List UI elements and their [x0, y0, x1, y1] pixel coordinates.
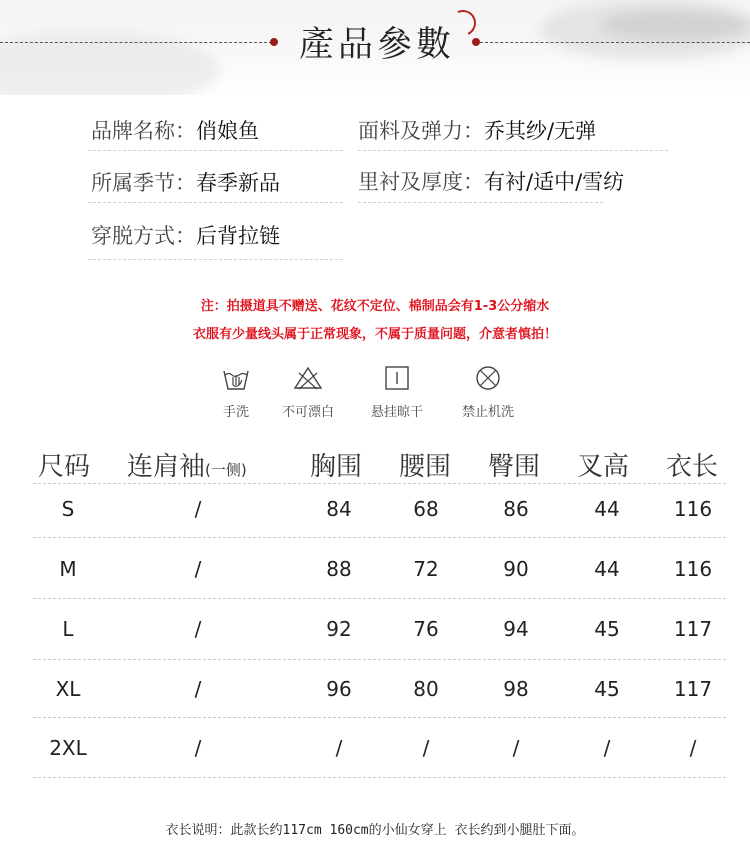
param-divider [358, 202, 603, 203]
param-lining [358, 168, 624, 196]
length-note: 衣长说明：此款长约117cm 160cm的小仙女穿上 衣长约到小腿肚下面。 [165, 823, 585, 838]
cell-hip: 86 [503, 497, 529, 521]
cell-hip: / [512, 736, 520, 760]
cell-slit-height: / [603, 736, 611, 760]
cell-size: L [62, 617, 74, 641]
header-divider-right [480, 42, 750, 44]
no-machine-wash-icon [473, 365, 503, 391]
cell-waist: 80 [413, 677, 439, 701]
param-closure [91, 222, 280, 250]
ink-tree-decoration [600, 10, 750, 40]
cell-size: XL [55, 677, 81, 701]
col-header-size: 尺码 [38, 452, 91, 482]
table-divider [33, 483, 726, 484]
table-divider [33, 717, 726, 718]
param-divider [88, 259, 343, 260]
cell-waist: 72 [413, 557, 439, 581]
cell-sleeve: / [194, 617, 202, 641]
cell-length: / [689, 736, 697, 760]
param-value: 后背拉链 [196, 224, 280, 248]
cell-length: 117 [673, 617, 713, 641]
table-divider [33, 659, 726, 660]
header-dot-left [270, 38, 278, 46]
notice-line-1: 注：拍摄道具不赠送、花纹不定位、棉制品会有1-3公分缩水 [200, 299, 550, 314]
care-label: 手洗 [222, 405, 249, 420]
cell-length: 117 [673, 677, 713, 701]
param-key: 穿脱方式： [91, 224, 196, 248]
param-key: 品牌名称： [91, 119, 196, 143]
cell-bust: 92 [326, 617, 352, 641]
table-divider [33, 598, 726, 599]
param-value: 有衬/适中/雪纺 [484, 170, 625, 194]
hand-wash-icon [221, 365, 251, 391]
cell-waist: 76 [413, 617, 439, 641]
care-label: 禁止机洗 [461, 405, 514, 420]
cell-slit-height: 44 [594, 497, 620, 521]
care-label: 悬挂晾干 [370, 405, 423, 420]
hang-dry-icon [382, 365, 412, 391]
care-no-machine-wash [448, 365, 528, 420]
param-value: 春季新品 [196, 171, 280, 195]
param-value: 乔其纱/无弹 [484, 119, 597, 143]
param-key: 面料及弹力： [358, 119, 484, 143]
col-header-bust: 胸围 [310, 452, 363, 482]
col-header-sleeve-label: 连肩袖 [127, 452, 206, 482]
cell-sleeve: / [194, 677, 202, 701]
param-divider [88, 150, 343, 151]
cell-bust: 88 [326, 557, 352, 581]
care-label: 不可漂白 [281, 405, 334, 420]
param-fabric [358, 117, 596, 145]
cell-sleeve: / [194, 497, 202, 521]
table-divider [33, 537, 726, 538]
cell-hip: 90 [503, 557, 529, 581]
param-brand [91, 117, 259, 145]
header-dot-right [472, 38, 480, 46]
col-header-sleeve-note: (一侧) [205, 461, 247, 479]
cell-waist: / [422, 736, 430, 760]
col-header-hip: 臀围 [488, 452, 541, 482]
cell-size: M [59, 557, 77, 581]
cell-waist: 68 [413, 497, 439, 521]
cell-slit-height: 45 [594, 677, 620, 701]
care-hand-wash [196, 365, 276, 420]
param-key: 所属季节： [91, 171, 196, 195]
cell-slit-height: 44 [594, 557, 620, 581]
header-divider-left [0, 42, 272, 44]
header-banner [0, 0, 750, 95]
col-header-slit-height: 叉高 [577, 452, 630, 482]
ink-mist-decoration [0, 30, 220, 95]
param-value: 俏娘鱼 [196, 119, 259, 143]
cell-bust: 84 [326, 497, 352, 521]
param-key: 里衬及厚度： [358, 170, 484, 194]
col-header-sleeve [127, 446, 247, 483]
table-divider [33, 777, 726, 778]
cell-size: 2XL [49, 736, 87, 760]
param-season [91, 169, 280, 197]
cell-size: S [61, 497, 75, 521]
cell-sleeve: / [194, 557, 202, 581]
cell-slit-height: 45 [594, 617, 620, 641]
page-title: 產品參數 [298, 25, 455, 65]
cell-bust: / [335, 736, 343, 760]
param-divider [358, 150, 668, 151]
param-divider [88, 202, 343, 203]
no-bleach-icon [293, 365, 323, 391]
cell-hip: 94 [503, 617, 529, 641]
cell-sleeve: / [194, 736, 202, 760]
notice-line-2: 衣服有少量线头属于正常现象，不属于质量问题，介意者慎拍！ [192, 327, 557, 342]
cell-length: 116 [673, 497, 713, 521]
col-header-length: 衣长 [666, 452, 719, 482]
care-no-bleach [268, 365, 348, 420]
cell-bust: 96 [326, 677, 352, 701]
cell-length: 116 [673, 557, 713, 581]
cell-hip: 98 [503, 677, 529, 701]
col-header-waist: 腰围 [399, 452, 452, 482]
care-hang-dry [357, 365, 437, 420]
